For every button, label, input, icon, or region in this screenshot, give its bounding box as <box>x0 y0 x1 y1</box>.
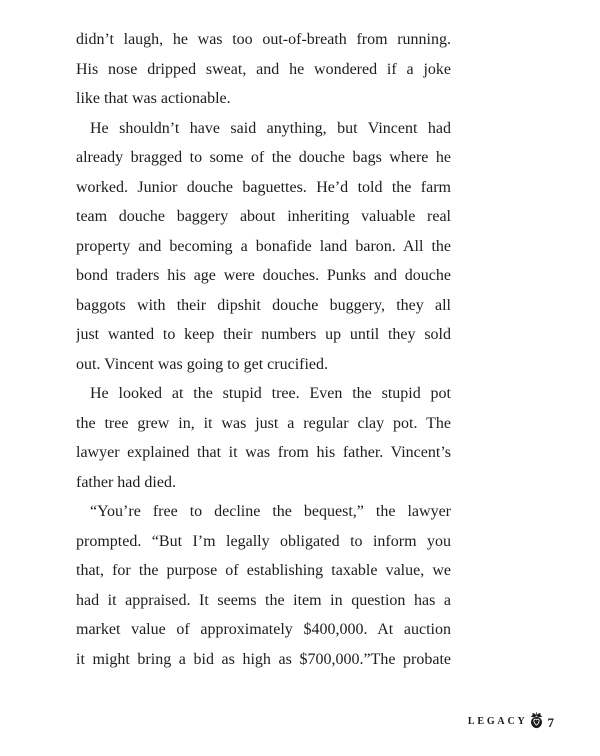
text-line: “You’re free to decline the bequest,” the lawyer <box>90 503 451 520</box>
text-line: property and becoming a bonafide land baron. All the <box>76 237 451 255</box>
paragraph <box>76 497 451 674</box>
footer-book-title: LEGACY <box>467 716 528 727</box>
strawberry-icon <box>529 712 544 729</box>
text-line: just wanted to keep their numbers up until they sold <box>76 326 451 343</box>
text-line: worked. Junior douche baguettes. He’d told the farm <box>76 178 451 196</box>
text-line: had it appraised. It seems the item in question has a <box>76 591 451 609</box>
text-line: baggots with their dipshit douche buggery, they all <box>76 296 451 314</box>
paragraph <box>76 25 451 114</box>
text-line: the tree grew in, it was just a regular clay pot. The <box>76 414 451 432</box>
text-line: He shouldn’t have said anything, but Vincent had <box>90 119 451 137</box>
text-line: it might bring a bid as high as $700,000.”The probate <box>76 650 451 668</box>
paragraph <box>76 379 451 497</box>
text-line: lawyer explained that it was from his father. Vincent’s <box>76 444 451 461</box>
page-footer <box>468 712 554 730</box>
text-block <box>76 25 451 674</box>
text-line: prompted. “But I’m legally obligated to inform you <box>76 532 451 550</box>
page-number: 7 <box>547 715 554 730</box>
text-line: bond traders his age were douches. Punks and douche <box>76 267 451 284</box>
text-line: didn’t laugh, he was too out-of-breath from running. <box>76 31 451 48</box>
paragraph <box>76 114 451 380</box>
text-line: like that was actionable. <box>76 90 231 107</box>
text-line: He looked at the stupid tree. Even the stupid pot <box>90 385 451 402</box>
text-line: out. Vincent was going to get crucified. <box>76 355 329 373</box>
text-line: market value of approximately $400,000. At auction <box>76 621 451 638</box>
text-line: already bragged to some of the douche bags where he <box>76 149 451 166</box>
text-line: His nose dripped sweat, and he wondered if a joke <box>76 60 451 78</box>
text-line: team douche baggery about inheriting valuable real <box>76 208 451 225</box>
text-line: father had died. <box>76 473 176 491</box>
text-line: that, for the purpose of establishing taxable value, we <box>76 562 451 579</box>
